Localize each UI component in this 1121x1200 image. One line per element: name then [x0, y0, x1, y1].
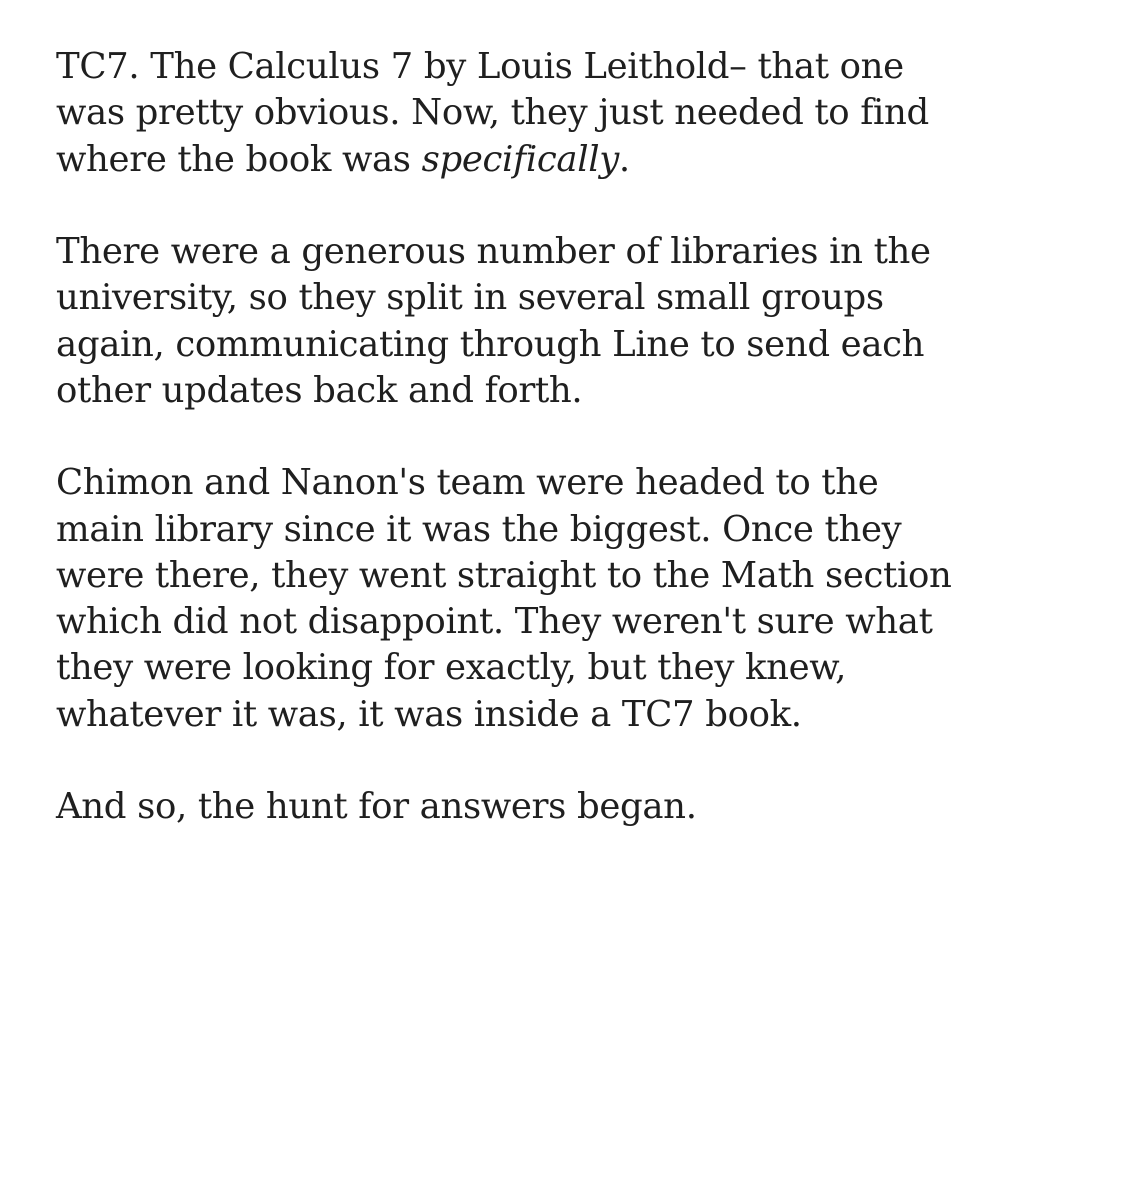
text-line: other updates back and forth. [56, 369, 583, 411]
text-run: . [618, 138, 630, 180]
text-run: where the book was [56, 138, 422, 180]
emphasized-word: specifically [421, 138, 619, 180]
text-line: main library since it was the biggest. Once they [56, 508, 902, 550]
text-line: There were a generous number of libraries in the [56, 230, 931, 272]
text-line: which did not disappoint. They weren't sure what [56, 601, 933, 643]
text-line: were there, they went straight to the Math section [56, 554, 952, 596]
paragraph-4 [56, 784, 1061, 830]
text-line: And so, the hunt for answers began. [56, 786, 697, 828]
text-line: whatever it was, it was inside a TC7 book. [56, 693, 802, 735]
paragraph-3 [56, 460, 1061, 738]
text-line: was pretty obvious. Now, they just needed to find [56, 92, 929, 134]
paragraph-2 [56, 229, 1061, 414]
text-line: university, so they split in several small groups [56, 277, 884, 319]
text-line [56, 137, 1061, 183]
story-text [56, 44, 1061, 830]
text-line: Chimon and Nanon's team were headed to the [56, 462, 879, 504]
text-line: they were looking for exactly, but they knew, [56, 647, 847, 689]
paragraph-1 [56, 44, 1061, 183]
text-line: TC7. The Calculus 7 by Louis Leithold– that one [56, 46, 904, 87]
text-line: again, communicating through Line to send each [56, 323, 925, 365]
